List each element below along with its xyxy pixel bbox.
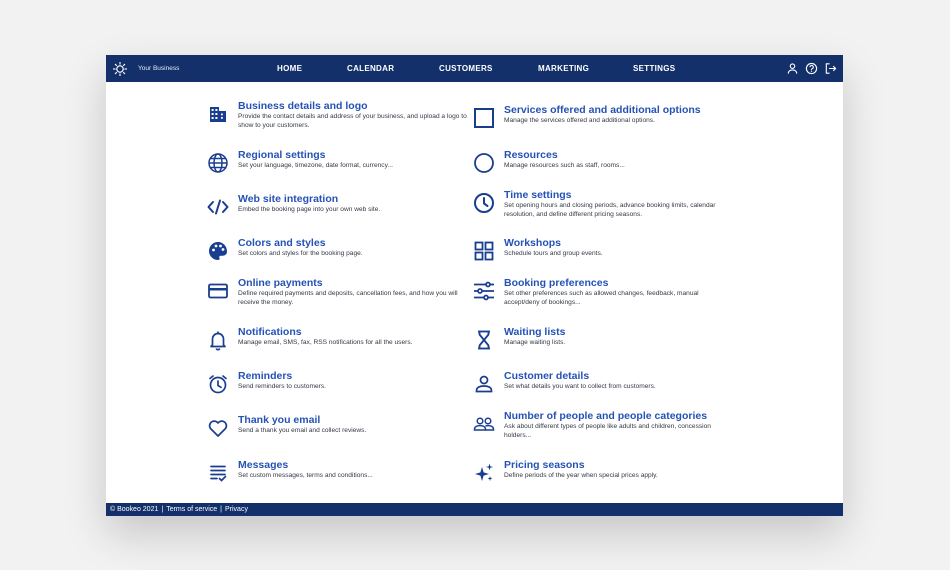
grid-icon <box>472 239 496 263</box>
palette-icon <box>206 239 230 263</box>
heart-icon <box>206 416 230 440</box>
settings-item-title: Regional settings <box>238 149 326 161</box>
settings-item-title: Resources <box>504 149 558 161</box>
settings-item-title: Colors and styles <box>238 237 326 249</box>
settings-item-title: Messages <box>238 459 289 471</box>
settings-item-people-categories[interactable] <box>472 410 734 440</box>
building-icon <box>206 102 230 126</box>
app-window <box>106 55 843 516</box>
settings-item-description: Set opening hours and closing periods, advance booking limits, calendar resolution, and define different pricing seasons. <box>504 202 716 218</box>
settings-item-customer-details[interactable] <box>472 370 734 396</box>
logout-icon[interactable] <box>824 62 837 75</box>
header-actions <box>786 62 837 75</box>
settings-item-description: Embed the booking page into your own web site. <box>238 206 381 213</box>
settings-item-web-integration[interactable] <box>206 193 468 219</box>
nav-customers[interactable]: CUSTOMERS <box>439 64 493 73</box>
settings-item-description: Provide the contact details and address of your business, and upload a logo to show to your customers. <box>238 113 467 129</box>
settings-item-description: Set colors and styles for the booking page. <box>238 250 363 257</box>
circle-icon <box>472 151 496 175</box>
settings-item-title: Business details and logo <box>238 100 368 112</box>
code-icon <box>206 195 230 219</box>
settings-item-regional[interactable] <box>206 149 468 175</box>
settings-content <box>106 82 843 503</box>
settings-item-description: Manage resources such as staff, rooms... <box>504 162 625 169</box>
settings-item-pricing-seasons[interactable] <box>472 459 734 485</box>
nav-marketing[interactable]: MARKETING <box>538 64 590 73</box>
brand-name: Your Business <box>138 65 180 72</box>
settings-item-description: Set other preferences such as allowed changes, feedback, manual accept/deny of bookings... <box>504 290 699 306</box>
globe-icon <box>206 151 230 175</box>
settings-item-description: Set what details you want to collect from customers. <box>504 383 656 390</box>
settings-item-title: Reminders <box>238 370 293 382</box>
document-lines-icon <box>206 461 230 485</box>
settings-item-title: Notifications <box>238 326 302 338</box>
settings-item-messages[interactable] <box>206 459 468 485</box>
user-icon[interactable] <box>786 62 799 75</box>
settings-item-resources[interactable] <box>472 149 734 175</box>
settings-item-title: Number of people and people categories <box>504 410 708 422</box>
top-navigation-bar <box>106 55 843 82</box>
settings-item-description: Schedule tours and group events. <box>504 250 603 257</box>
settings-item-colors-styles[interactable] <box>206 237 468 263</box>
settings-item-title: Online payments <box>238 277 323 289</box>
settings-item-description: Manage email, SMS, fax, RSS notifications for all the users. <box>238 339 413 346</box>
alarm-clock-icon <box>206 372 230 396</box>
square-icon <box>472 106 496 130</box>
nav-settings[interactable]: SETTINGS <box>633 64 676 73</box>
settings-item-description: Define required payments and deposits, cancellation fees, and how you will receive the money. <box>238 290 458 306</box>
sliders-icon <box>472 279 496 303</box>
people-icon <box>472 412 496 436</box>
footer-separator: | <box>220 506 222 513</box>
hourglass-icon <box>472 328 496 352</box>
clock-icon <box>472 191 496 215</box>
settings-item-notifications[interactable] <box>206 326 468 352</box>
settings-item-services[interactable] <box>472 104 734 130</box>
settings-item-title: Pricing seasons <box>504 459 585 471</box>
privacy-link[interactable]: Privacy <box>225 506 248 513</box>
settings-item-description: Manage waiting lists. <box>504 339 566 346</box>
bell-icon <box>206 328 230 352</box>
settings-item-title: Workshops <box>504 237 561 249</box>
settings-item-time-settings[interactable] <box>472 189 734 219</box>
help-icon[interactable] <box>805 62 818 75</box>
settings-item-description: Define periods of the year when special prices apply. <box>504 472 658 479</box>
settings-item-waiting-lists[interactable] <box>472 326 734 352</box>
settings-item-booking-preferences[interactable] <box>472 277 734 307</box>
settings-item-description: Manage the services offered and additional options. <box>504 117 655 124</box>
settings-item-thank-you-email[interactable] <box>206 414 468 440</box>
settings-item-description: Send a thank you email and collect reviews. <box>238 427 367 434</box>
settings-item-title: Web site integration <box>238 193 339 205</box>
footer-separator: | <box>161 506 164 513</box>
settings-item-title: Booking preferences <box>504 277 609 289</box>
settings-item-title: Time settings <box>504 189 572 201</box>
settings-item-title: Services offered and additional options <box>504 104 701 116</box>
credit-card-icon <box>206 279 230 303</box>
nav-home[interactable]: HOME <box>277 64 303 73</box>
copyright: © Bookeo 2021 <box>110 506 159 513</box>
main-nav <box>106 55 843 82</box>
footer <box>106 503 843 516</box>
settings-item-description: Set custom messages, terms and conditions... <box>238 472 373 479</box>
settings-item-title: Waiting lists <box>504 326 566 338</box>
settings-item-description: Send reminders to customers. <box>238 383 326 390</box>
settings-item-description: Ask about different types of people like adults and children, concession holders... <box>504 423 711 439</box>
sparkles-icon <box>472 461 496 485</box>
settings-item-title: Customer details <box>504 370 590 382</box>
settings-item-online-payments[interactable] <box>206 277 468 307</box>
nav-calendar[interactable]: CALENDAR <box>347 64 395 73</box>
person-icon <box>472 372 496 396</box>
settings-item-title: Thank you email <box>238 414 321 426</box>
settings-item-reminders[interactable] <box>206 370 468 396</box>
settings-item-description: Set your language, timezone, date format, currency... <box>238 162 393 169</box>
settings-item-workshops[interactable] <box>472 237 734 263</box>
settings-item-business-details[interactable] <box>206 100 468 130</box>
terms-of-service-link[interactable]: Terms of service <box>166 506 218 513</box>
